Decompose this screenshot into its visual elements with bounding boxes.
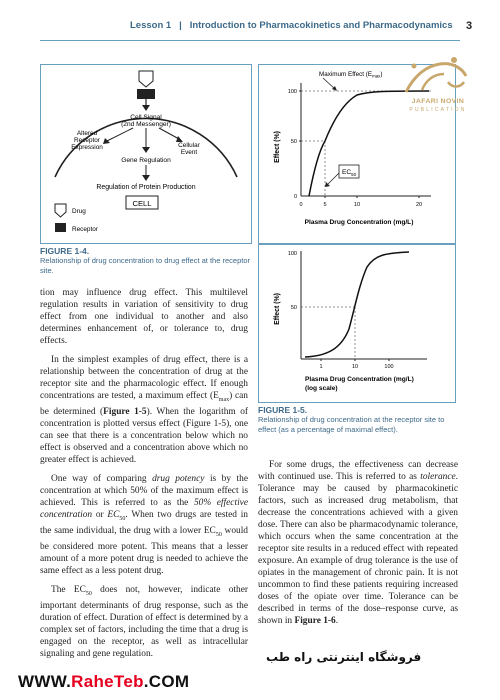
bottom-chart-x-tick-1: 1 <box>319 364 323 370</box>
gene-regulation-text: Gene Regulation <box>121 157 171 164</box>
arrow-line <box>107 128 133 141</box>
watermark-sub: PUBLICATION <box>409 107 467 113</box>
arrow-line <box>159 128 179 139</box>
ec50-label: $EC_{50}$ <box>342 169 357 177</box>
top-chart-y-tick-0: 0 <box>293 194 297 200</box>
header-lesson: Lesson 1 <box>130 20 172 31</box>
top-chart-x-label: Plasma Drug Concentration (mg/L) <box>304 219 414 226</box>
figure-1-4-diagram <box>41 65 251 243</box>
paragraph: In the simplest examples of drug effect, there is a relationship between the concentration of drug at the receptor site and the pharmacologic effect. If enough concentrations are tested, a maximum effect $(E_{max})$ can be determined (Figure 1-5). When the logarithm of concentration is plotted versus effect (Figure 1-5), one can see that there is a concentration below which no effect is observed and a concentration above which no greater effect is achieved. <box>40 355 249 465</box>
altered-receptor-text-2: Receptor <box>74 137 100 144</box>
top-chart-x-tick-0: 0 <box>299 202 303 208</box>
top-chart-y-label: Effect (%) <box>274 131 281 163</box>
figure-1-4-box <box>40 64 252 244</box>
arrow-down-icon <box>142 175 150 181</box>
figure-1-5-caption-text: Relationship of drug concentration at the receptor site to effect (as a percentage of maximal effect). <box>258 415 445 434</box>
publisher-logo-icon <box>400 52 472 98</box>
legend-drug-icon <box>55 204 66 217</box>
bottom-chart-y-tick-50: 50 <box>290 305 297 311</box>
receptor-shape-icon <box>137 89 155 99</box>
bottom-chart-y-tick-100: 100 <box>287 251 297 257</box>
bottom-chart-curve <box>305 252 409 357</box>
top-chart-x-tick-20: 20 <box>415 202 423 208</box>
legend-drug-text: Drug <box>72 208 86 215</box>
altered-receptor-text-1: Altered <box>76 130 98 137</box>
figure-1-4-caption-title: FIGURE 1-4. <box>40 246 90 256</box>
page-number: 3 <box>466 20 473 32</box>
arrow-left-icon <box>103 138 110 144</box>
figure-1-5-bottom-chart-box <box>258 244 456 403</box>
bottom-chart-y-label: Effect (%) <box>274 293 281 325</box>
bottom-chart-x-tick-10: 10 <box>351 364 359 370</box>
header-separator: | <box>179 20 182 31</box>
watermark-url: WWW.RaheTeb.COM <box>18 672 190 691</box>
watermark-brand: JAFARI NOVIN <box>411 98 465 105</box>
figure-1-4-caption-text: Relationship of drug concentration to drug effect at the receptor site. <box>40 256 250 275</box>
paragraph: The $EC_{50}$ does not, however, indicate other important determinants of drug response, such as the duration of effect. Duration of effect is determined by a complex set of factors, including the time that a drug is engaged on the receptor, as well as intracellular signaling and gene regulation. <box>40 584 248 659</box>
legend-receptor-icon <box>55 223 66 232</box>
bottom-chart-x-label-2: (log scale) <box>305 385 338 392</box>
paragraph: tion may influence drug effect. This multilevel regulation results in variation of sensitivity to drug effect from one individual to another and also determines enhancement of, or tolerance to, drug effects. <box>40 288 248 346</box>
running-header <box>130 20 460 31</box>
header-title: Introduction to Pharmacokinetics and Pharmacodynamics <box>189 20 453 31</box>
drug-shape-icon <box>139 71 153 87</box>
protein-production-text: Regulation of Protein Production <box>96 184 196 191</box>
arrow-down-icon <box>142 105 150 111</box>
figure-reference: Figure 1-5 <box>103 406 147 417</box>
watermark-shop-text: فروشگاه اینترنتی راه طب <box>266 650 422 664</box>
max-effect-pointer <box>323 78 335 89</box>
arrow-down-icon <box>142 147 150 153</box>
altered-receptor-text-3: Expression <box>71 144 103 151</box>
figure-1-5-bottom-chart <box>259 245 455 402</box>
second-messenger-text: (2nd Messenger) <box>121 121 171 128</box>
body-left-column <box>40 287 248 667</box>
top-chart-x-tick-10: 10 <box>353 202 361 208</box>
top-chart-y-tick-100: 100 <box>287 89 297 95</box>
figure-1-5-caption-title: FIGURE 1-5. <box>258 405 308 415</box>
legend-receptor-text: Receptor <box>72 226 98 233</box>
cell-signal-text: Cell Signal <box>130 114 162 121</box>
ec50-pointer <box>328 173 339 184</box>
top-chart-y-tick-50: 50 <box>290 139 297 145</box>
figure-reference: Figure 1-6 <box>294 616 336 626</box>
cellular-event-text-2: Event <box>180 149 198 156</box>
body-right-column <box>258 459 458 634</box>
cellular-event-text-1: Cellular <box>178 142 200 149</box>
header-rule <box>40 40 460 41</box>
top-chart-x-tick-5: 5 <box>323 202 327 208</box>
paragraph: One way of comparing drug potency is by the concentration at which 50% of the maximum effect is achieved. This is referred to as the 50% effective concentration or $EC_{50}$. When two drugs are tested in the same individual, the drug with a lower $EC_{50}$ would be considered more potent. This means that a lesser amount of a more potent drug is needed to achieve the same effect as a less potent drug. <box>40 473 248 576</box>
max-effect-label: Maximum Effect $(E_{max})$ <box>319 71 383 79</box>
paragraph: For some drugs, the effectiveness can decrease with continued use. This is referred to as tolerance. Tolerance may be caused by pharmacokinetic factors, such as increased drug metabolism, that decrease the concentrations achieved with a given dose. There can also be pharmacodynamic tolerance, which occurs when the same concentration at the receptor site results in a reduced effect with repeated exposure. An example of drug tolerance is the use of opiates in the management of chronic pain. It is not uncommon to find these patients requiring increased doses of the opiate over time. Tolerance can be described in terms of the dose–response curve, as shown in Figure 1-6. <box>258 460 458 626</box>
cell-label-text: CELL <box>132 199 152 208</box>
bottom-chart-x-tick-100: 100 <box>384 364 394 370</box>
bottom-chart-x-label: Plasma Drug Concentration (mg/L) <box>305 376 414 383</box>
